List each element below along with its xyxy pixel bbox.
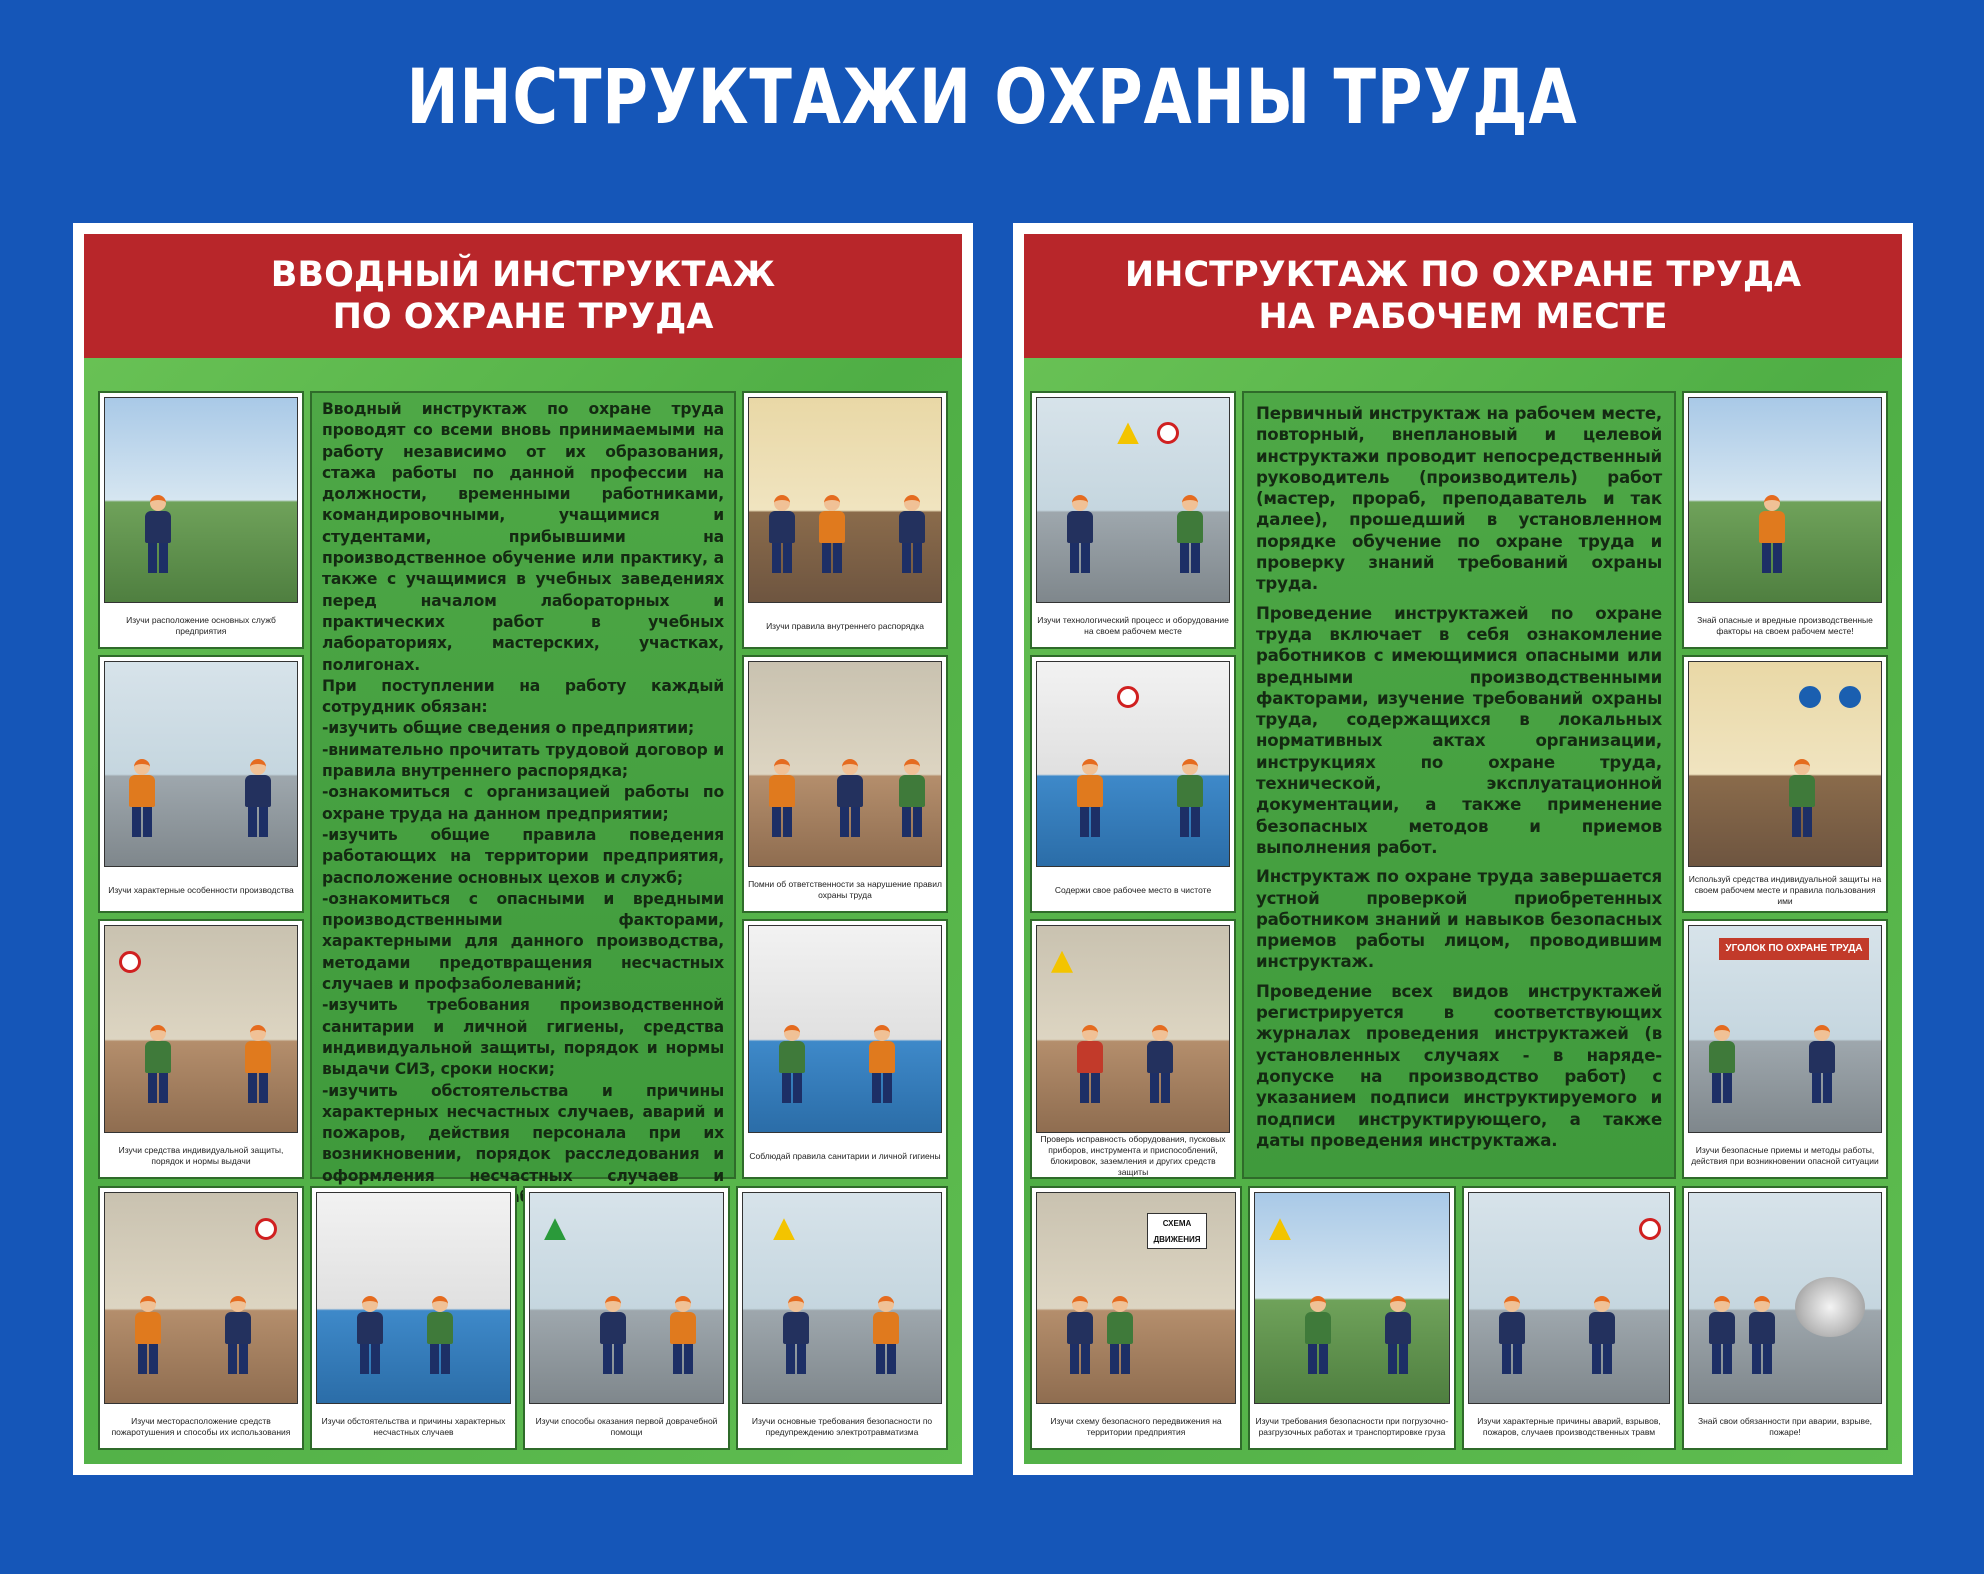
worker-figure bbox=[225, 1296, 251, 1374]
left-text-paragraph: Вводный инструктаж по охране труда проводят со всеми вновь принимаемыми на работу независимо от их образования, стажа работы по данной профессии на должности, временными работниками, командировочными, учащимися и студентами, прибывшими на производственное обучение или практику, а также с учащимися в учебных заведениях перед началом лабораторных и практических работ в учебных лабораториях, мастерских, участках, полигонах. bbox=[322, 400, 724, 674]
worker-figure bbox=[1499, 1296, 1525, 1374]
manager-figure bbox=[837, 759, 863, 837]
right-card-10 bbox=[1682, 1186, 1888, 1450]
right-card-7-illustration bbox=[1036, 1192, 1236, 1404]
left-card-2-caption: Изучи характерные особенности производства bbox=[108, 884, 294, 895]
left-card-10 bbox=[736, 1186, 948, 1450]
worker-figure bbox=[1077, 759, 1103, 837]
traffic-scheme-board: СХЕМА ДВИЖЕНИЯ bbox=[1147, 1213, 1207, 1249]
left-card-6 bbox=[742, 919, 948, 1179]
prohibition-sign-icon bbox=[1117, 686, 1139, 708]
right-header-line-1: ИНСТРУКТАЖ ПО ОХРАНЕ ТРУДА bbox=[1124, 255, 1802, 295]
right-poster-body bbox=[1024, 234, 1902, 1464]
right-card-10-caption: Знай свои обязанности при аварии, взрыве, пожаре! bbox=[1697, 1416, 1873, 1437]
right-card-5 bbox=[1682, 655, 1888, 913]
left-card-2 bbox=[98, 655, 304, 913]
left-poster-header bbox=[84, 234, 962, 358]
right-card-2 bbox=[1030, 655, 1236, 913]
right-text-paragraph: Проведение всех видов инструктажей регистрируется в соответствующих журналах проведения инструктажей (в установленных случаях - в наряде-допуске на производство работ) с указанием подписи инструктируемого и подписи инструктирующего, а также даты проведения инструктажа. bbox=[1256, 981, 1662, 1150]
right-card-1-caption: Изучи технологический процесс и оборудование на своем рабочем месте bbox=[1037, 615, 1229, 636]
right-card-1-illustration bbox=[1036, 397, 1230, 603]
worker-figure bbox=[1789, 759, 1815, 837]
worker-figure bbox=[1107, 1296, 1133, 1374]
worker-figure bbox=[1067, 495, 1093, 573]
right-card-3-illustration bbox=[1036, 925, 1230, 1133]
right-card-7 bbox=[1030, 1186, 1242, 1450]
first-aid-icon bbox=[544, 1218, 566, 1240]
left-card-7 bbox=[98, 1186, 304, 1450]
left-text-item: -изучить требования производственной санитарии и личной гигиены, средства индивидуальной защиты, порядок и нормы выдачи СИЗ, сроки носки; bbox=[322, 996, 724, 1079]
mandatory-sign-icon bbox=[1839, 686, 1861, 708]
right-card-8-illustration bbox=[1254, 1192, 1450, 1404]
worker-figure bbox=[129, 759, 155, 837]
left-card-4-caption: Изучи правила внутреннего распорядка bbox=[766, 620, 924, 631]
left-card-9-caption: Изучи способы оказания первой доврачебной помощи bbox=[535, 1416, 718, 1437]
left-header-line-2: ПО ОХРАНЕ ТРУДА bbox=[332, 297, 714, 337]
left-card-2-illustration bbox=[104, 661, 298, 867]
worker-figure bbox=[1385, 1296, 1411, 1374]
right-card-6 bbox=[1682, 919, 1888, 1179]
instructor-figure bbox=[1809, 1025, 1835, 1103]
right-card-6-caption: Изучи безопасные приемы и методы работы, действия при возникновении опасной ситуации bbox=[1691, 1145, 1879, 1166]
left-poster bbox=[73, 223, 973, 1475]
left-text-block bbox=[310, 391, 736, 1185]
right-poster bbox=[1013, 223, 1913, 1475]
worker-figure bbox=[1077, 1025, 1103, 1103]
left-card-9-illustration bbox=[529, 1192, 724, 1404]
left-text-paragraph: При поступлении на работу каждый сотрудник обязан: bbox=[322, 676, 724, 717]
right-card-4-caption: Знай опасные и вредные производственные факторы на своем рабочем месте! bbox=[1697, 615, 1873, 636]
worker-figure bbox=[819, 495, 845, 573]
worker-figure bbox=[670, 1296, 696, 1374]
worker-figure bbox=[1749, 1296, 1775, 1374]
worker-figure bbox=[145, 495, 171, 573]
left-text-item: -изучить общие правила поведения работающих на территории предприятия, расположение основных цехов и служб; bbox=[322, 825, 724, 887]
electric-hazard-icon bbox=[773, 1218, 795, 1240]
worker-figure bbox=[873, 1296, 899, 1374]
worker-figure bbox=[357, 1296, 383, 1374]
worker-figure bbox=[135, 1296, 161, 1374]
right-text-paragraph: Проведение инструктажей по охране труда включает в себя ознакомление работников с имеющимися опасными или вредными производственными факторами, изучение требований охраны труда, содержащихся в локальных нормативных актах организации, инструкциях по охране труда, технической, эксплуатационной документации, а также применение безопасных методов и приемов выполнения работ. bbox=[1256, 603, 1662, 857]
left-card-1 bbox=[98, 391, 304, 649]
left-card-5-caption: Помни об ответственности за нарушение правил охраны труда bbox=[748, 879, 942, 900]
right-card-10-illustration bbox=[1688, 1192, 1882, 1404]
worker-figure bbox=[1177, 495, 1203, 573]
right-card-4 bbox=[1682, 391, 1888, 649]
left-card-6-caption: Соблюдай правила санитарии и личной гигиены bbox=[749, 1150, 941, 1161]
left-card-6-illustration bbox=[748, 925, 942, 1133]
worker-figure bbox=[427, 1296, 453, 1374]
worker-figure bbox=[769, 759, 795, 837]
left-text-item: -изучить общие сведения о предприятии; bbox=[322, 719, 695, 738]
right-card-3 bbox=[1030, 919, 1236, 1179]
left-card-5 bbox=[742, 655, 948, 913]
warning-sign-icon bbox=[1117, 422, 1139, 444]
left-card-7-caption: Изучи месторасположение средств пожаротушения и способы их использования bbox=[111, 1416, 291, 1437]
right-card-2-caption: Содержи свое рабочее место в чистоте bbox=[1054, 884, 1212, 895]
smoke-cloud-illustration bbox=[1795, 1277, 1865, 1337]
left-card-10-illustration bbox=[742, 1192, 942, 1404]
left-card-1-caption: Изучи расположение основных служб предприятия bbox=[126, 615, 276, 636]
no-fire-sign-icon bbox=[1639, 1218, 1661, 1240]
right-text-paragraph: Первичный инструктаж на рабочем месте, повторный, внеплановый и целевой инструктажи проводит непосредственный руководитель (производитель) работ (мастер, прораб, преподаватель и так далее), прошедший в установленном порядке обучение по охране труда и проверку знаний требований охраны труда. bbox=[1256, 404, 1662, 594]
left-card-3-caption: Изучи средства индивидуальной защиты, порядок и нормы выдачи bbox=[118, 1145, 284, 1166]
worker-figure bbox=[1305, 1296, 1331, 1374]
right-card-6-illustration bbox=[1688, 925, 1882, 1133]
worker-figure bbox=[1589, 1296, 1615, 1374]
right-card-7-caption: Изучи схему безопасного передвижения на территории предприятия bbox=[1050, 1416, 1222, 1437]
right-header-line-2: НА РАБОЧЕМ МЕСТЕ bbox=[1258, 297, 1668, 337]
right-card-9-illustration bbox=[1468, 1192, 1670, 1404]
left-card-10-caption: Изучи основные требования безопасности по предупреждению электротравматизма bbox=[751, 1416, 933, 1437]
left-text-item: -изучить обстоятельства и причины характерных несчастных случаев, аварий и пожаров, действия персонала при их возникновении, порядок расследования и оформления несчастных случаев и bbox=[322, 1081, 724, 1185]
left-card-8-illustration bbox=[316, 1192, 511, 1404]
worker-figure bbox=[600, 1296, 626, 1374]
mandatory-sign-icon bbox=[1799, 686, 1821, 708]
left-card-8-caption: Изучи обстоятельства и причины характерных несчастных случаев bbox=[321, 1416, 506, 1437]
prohibition-sign-icon bbox=[1157, 422, 1179, 444]
fire-sign-icon bbox=[255, 1218, 277, 1240]
worker-figure bbox=[1759, 495, 1785, 573]
safety-corner-board: УГОЛОК ПО ОХРАНЕ ТРУДА bbox=[1719, 938, 1869, 960]
right-card-3-caption: Проверь исправность оборудования, пусковых приборов, инструмента и приспособлений, блокировок, заземления и других средств защиты bbox=[1040, 1134, 1226, 1177]
right-poster-header bbox=[1024, 234, 1902, 358]
worker-figure bbox=[1147, 1025, 1173, 1103]
crane-hazard-icon bbox=[1269, 1218, 1291, 1240]
worker-figure bbox=[1177, 759, 1203, 837]
left-card-8 bbox=[310, 1186, 517, 1450]
right-text-paragraph: Инструктаж по охране труда завершается устной проверкой приобретенных работником знаний и навыков безопасных приемов работы лицом, проводившим инструктаж. bbox=[1256, 867, 1662, 972]
hazard-sign-icon bbox=[1051, 951, 1073, 973]
right-card-8-caption: Изучи требования безопасности при погрузочно-разгрузочных работах и транспортировке груза bbox=[1255, 1416, 1449, 1437]
ppe-sign-icon bbox=[119, 951, 141, 973]
worker-figure bbox=[145, 1025, 171, 1103]
right-card-5-illustration bbox=[1688, 661, 1882, 867]
left-poster-body bbox=[84, 234, 962, 1464]
worker-figure bbox=[1067, 1296, 1093, 1374]
right-card-5-caption: Используй средства индивидуальной защиты на своем рабочем месте и правила пользования ими bbox=[1688, 873, 1882, 906]
right-card-9-caption: Изучи характерные причины аварий, взрывов, пожаров, случаев производственных травм bbox=[1477, 1416, 1661, 1437]
worker-figure bbox=[769, 495, 795, 573]
right-card-8 bbox=[1248, 1186, 1456, 1450]
worker-figure bbox=[783, 1296, 809, 1374]
left-card-4-illustration bbox=[748, 397, 942, 603]
left-card-3 bbox=[98, 919, 304, 1179]
worker-figure bbox=[779, 1025, 805, 1103]
worker-figure bbox=[899, 759, 925, 837]
worker-figure bbox=[1709, 1025, 1735, 1103]
page-title: ИНСТРУКТАЖИ ОХРАНЫ ТРУДА bbox=[406, 52, 1578, 141]
left-text-item: -ознакомиться с организацией работы по охране труда на данном предприятии; bbox=[322, 783, 724, 823]
left-card-5-illustration bbox=[748, 661, 942, 867]
right-card-9 bbox=[1462, 1186, 1676, 1450]
right-text-block bbox=[1242, 391, 1676, 1179]
worker-figure bbox=[869, 1025, 895, 1103]
left-card-7-illustration bbox=[104, 1192, 298, 1404]
left-text-item: -внимательно прочитать трудовой договор и правила внутреннего распорядка; bbox=[322, 740, 724, 781]
left-card-3-illustration bbox=[104, 925, 298, 1133]
left-text-item: -ознакомиться с опасными и вредными производственными факторами, характерными для данного производства, методами предотвращения несчастных случаев и профзаболеваний; bbox=[322, 889, 724, 994]
left-card-4 bbox=[742, 391, 948, 649]
right-card-2-illustration bbox=[1036, 661, 1230, 867]
worker-figure bbox=[1709, 1296, 1735, 1374]
left-card-9 bbox=[523, 1186, 730, 1450]
worker-figure bbox=[245, 1025, 271, 1103]
right-card-1 bbox=[1030, 391, 1236, 649]
instructor-figure bbox=[245, 759, 271, 837]
right-card-4-illustration bbox=[1688, 397, 1882, 603]
left-card-1-illustration bbox=[104, 397, 298, 603]
guard-figure bbox=[899, 495, 925, 573]
left-header-line-1: ВВОДНЫЙ ИНСТРУКТАЖ bbox=[270, 255, 776, 295]
